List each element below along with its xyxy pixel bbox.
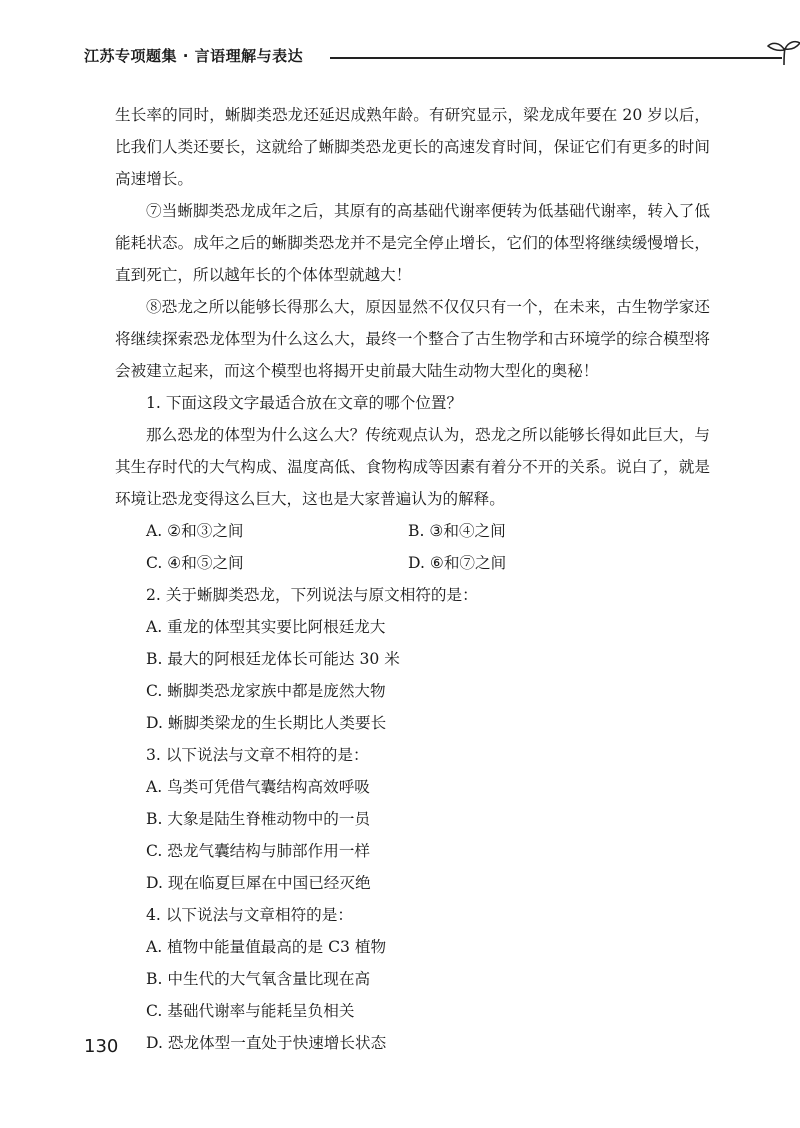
- question-stem: 2. 关于蜥脚类恐龙，下列说法与原文相符的是：: [146, 586, 478, 604]
- option-c: C. 蜥脚类恐龙家族中都是庞然大物: [146, 682, 386, 700]
- header-rule: [330, 57, 782, 59]
- book-title: 江苏专项题集 · 言语理解与表达: [84, 47, 304, 65]
- option-c: C. 基础代谢率与能耗呈负相关: [146, 1002, 355, 1020]
- option-b: B. ③和④之间: [408, 522, 506, 540]
- option-b: B. 大象是陆生脊椎动物中的一员: [146, 810, 371, 828]
- page-number: 130: [84, 1036, 119, 1057]
- question-1: [115, 387, 710, 579]
- option-a: A. 鸟类可凭借气囊结构高效呼吸: [146, 778, 370, 796]
- option-list: [115, 611, 710, 739]
- page-content: [115, 99, 710, 1059]
- option-a: A. ②和③之间: [146, 522, 244, 540]
- question-4: [115, 899, 710, 1059]
- option-c: C. ④和⑤之间: [146, 554, 244, 572]
- sprout-icon: [766, 38, 800, 66]
- option-list: [115, 771, 710, 899]
- question-stem: 1. 下面这段文字最适合放在文章的哪个位置？: [146, 394, 463, 412]
- option-b: B. 最大的阿根廷龙体长可能达 30 米: [146, 650, 400, 668]
- option-c: C. 恐龙气囊结构与肺部作用一样: [146, 842, 371, 860]
- question-3: [115, 739, 710, 899]
- running-header: [84, 38, 724, 68]
- passage-paragraph-8: ⑧恐龙之所以能够长得那么大，原因显然不仅仅只有一个，在未来，古生物学家还将继续探索恐龙体型为什么这么大，最终一个整合了古生物学和古环境学的综合模型将会被建立起来，而这个模型也将揭开史前最大陆生动物大型化的奥秘！: [115, 298, 710, 380]
- passage-paragraph-7: ⑦当蜥脚类恐龙成年之后，其原有的高基础代谢率便转为低基础代谢率，转入了低能耗状态。成年之后的蜥脚类恐龙并不是完全停止增长，它们的体型将继续缓慢增长，直到死亡，所以越年长的个体体型就越大！: [115, 202, 710, 284]
- question-quote: 那么恐龙的体型为什么这么大？传统观点认为，恐龙之所以能够长得如此巨大，与其生存时代的大气构成、温度高低、食物构成等因素有着分不开的关系。说白了，就是环境让恐龙变得这么巨大，这也是大家普遍认为的解释。: [115, 426, 710, 508]
- option-d: D. 现在临夏巨犀在中国已经灭绝: [146, 874, 371, 892]
- option-a: A. 重龙的体型其实要比阿根廷龙大: [146, 618, 386, 636]
- option-list: [115, 931, 710, 1059]
- option-row: [115, 547, 710, 579]
- option-a: A. 植物中能量值最高的是 C3 植物: [146, 938, 387, 956]
- option-d: D. ⑥和⑦之间: [408, 554, 507, 572]
- passage-paragraph: 生长率的同时，蜥脚类恐龙还延迟成熟年龄。有研究显示，梁龙成年要在 20 岁以后，比我们人类还要长，这就给了蜥脚类恐龙更长的高速发育时间，保证它们有更多的时间高速增长。: [115, 106, 710, 188]
- question-2: [115, 579, 710, 739]
- option-b: B. 中生代的大气氧含量比现在高: [146, 970, 371, 988]
- question-stem: 3. 以下说法与文章不相符的是：: [146, 746, 369, 764]
- option-d: D. 恐龙体型一直处于快速增长状态: [146, 1034, 387, 1052]
- option-d: D. 蜥脚类梁龙的生长期比人类要长: [146, 714, 387, 732]
- option-row: [115, 515, 710, 547]
- question-stem: 4. 以下说法与文章相符的是：: [146, 906, 353, 924]
